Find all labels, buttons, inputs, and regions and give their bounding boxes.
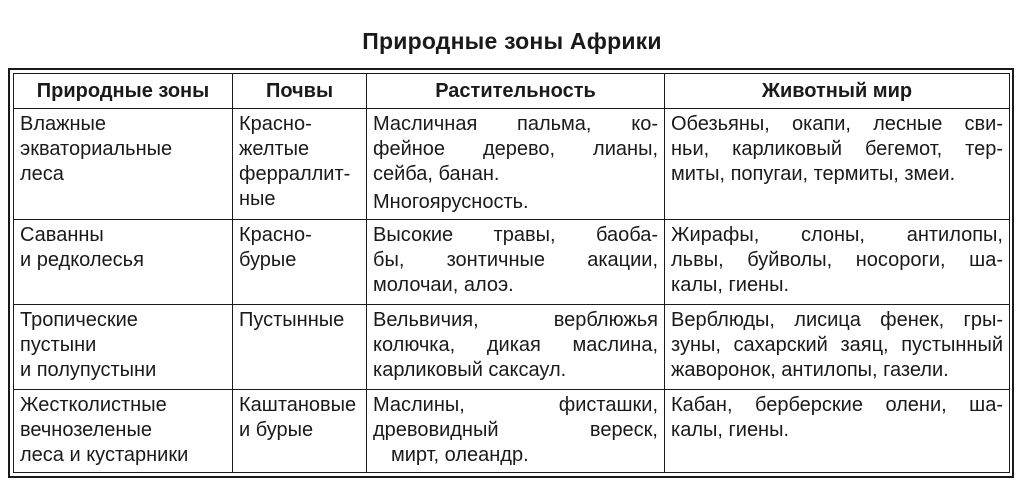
soil-line: Пустынные <box>239 308 345 331</box>
vegetation-line: древовидный вереск, <box>373 418 658 441</box>
vegetation-line: бы, зонтичные акации, <box>373 248 658 271</box>
table-frame <box>8 68 1014 478</box>
table-row <box>14 389 1010 472</box>
zone-line: Саванны <box>20 223 104 246</box>
fauna-line: Обезьяны, окапи, лесные сви- <box>671 113 1003 135</box>
vegetation-note: Многоярусность. <box>373 191 529 213</box>
header-fauna: Животный мир <box>665 74 1010 109</box>
fauna-line: Кабан, берберские олени, ша- <box>671 393 1003 416</box>
zone-line: и редколесья <box>20 248 144 271</box>
vegetation-line: фейное дерево, лианы, <box>373 138 658 160</box>
vegetation-cell <box>367 389 665 472</box>
vegetation-line: Вельвичия, верблюжья <box>373 308 658 331</box>
fauna-line: калы, гиены. <box>671 418 790 441</box>
soil-line: желтые <box>239 138 310 160</box>
fauna-line: ньи, карликовый бегемот, тер- <box>671 138 1003 160</box>
vegetation-line: молочаи, алоэ. <box>373 273 514 296</box>
fauna-line: жаворонок, антилопы, газели. <box>671 358 949 381</box>
header-zones: Природные зоны <box>14 74 233 109</box>
header-row <box>14 74 1010 109</box>
fauna-cell <box>665 109 1010 220</box>
vegetation-cell <box>367 109 665 220</box>
soil-cell <box>233 109 367 220</box>
vegetation-cell <box>367 219 665 304</box>
fauna-cell <box>665 219 1010 304</box>
zone-line: Тропические <box>20 308 138 331</box>
vegetation-line: колючка, дикая маслина, <box>373 333 658 356</box>
fauna-cell <box>665 304 1010 389</box>
vegetation-line: сейба, банан. <box>373 163 500 185</box>
soil-line: ные <box>239 188 276 210</box>
header-soils: Почвы <box>233 74 367 109</box>
soil-line: и бурые <box>239 418 314 441</box>
vegetation-line: Высокие травы, баоба- <box>373 223 658 246</box>
fauna-line: миты, попугаи, термиты, змеи. <box>671 163 956 185</box>
vegetation-line: мирт, олеандр. <box>391 443 529 466</box>
soil-cell <box>233 219 367 304</box>
fauna-line: калы, гиены. <box>671 273 790 296</box>
zone-line: леса и кустарники <box>20 443 189 466</box>
vegetation-cell <box>367 304 665 389</box>
zone-line: пустыни <box>20 333 97 356</box>
zone-line: леса <box>20 163 64 185</box>
soil-line: Красно- <box>239 223 312 246</box>
zone-line: Влажные <box>20 113 107 135</box>
soil-line: бурые <box>239 248 297 271</box>
soil-line: ферраллит- <box>239 163 351 185</box>
vegetation-line: карликовый саксаул. <box>373 358 567 381</box>
fauna-cell <box>665 389 1010 472</box>
soil-line: Красно- <box>239 113 312 135</box>
vegetation-line: Масличная пальма, ко- <box>373 113 658 135</box>
table-row <box>14 219 1010 304</box>
table-row <box>14 304 1010 389</box>
fauna-line: львы, буйволы, носороги, ша- <box>671 248 1003 271</box>
zone-cell <box>14 109 233 220</box>
soil-cell <box>233 304 367 389</box>
table-row <box>14 109 1010 220</box>
fauna-line: Жирафы, слоны, антилопы, <box>671 223 1003 246</box>
zone-line: Жестколистные <box>20 393 167 416</box>
header-vegetation: Растительность <box>367 74 665 109</box>
africa-zones-table <box>13 73 1010 473</box>
page-title: Природные зоны Африки <box>362 28 662 54</box>
zone-line: и полупустыни <box>20 358 157 381</box>
zone-cell <box>14 304 233 389</box>
vegetation-line: Маслины, фисташки, <box>373 393 658 416</box>
soil-line: Каштановые <box>239 393 357 416</box>
zone-line: экваториальные <box>20 138 173 160</box>
fauna-line: Верблюды, лисица фенек, гры- <box>671 308 1003 331</box>
soil-cell <box>233 389 367 472</box>
zone-cell <box>14 389 233 472</box>
zone-line: вечнозеленые <box>20 418 152 441</box>
fauna-line: зуны, сахарский заяц, пустынный <box>671 333 1003 356</box>
zone-cell <box>14 219 233 304</box>
